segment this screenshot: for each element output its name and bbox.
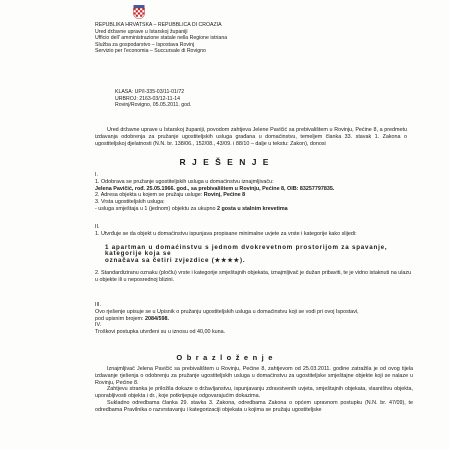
reasoning-title: O b r a z l o ž e n j e: [176, 353, 274, 362]
capacity-line: - usluga smještaja u 1 (jednom) objektu za ukupno 2 gosta u stalnim krevetima: [95, 205, 288, 212]
intro-paragraph: Ured državne uprave u Istarskoj županiji, povodom zahtjeva Jelene Pavičić sa prebivalištem u Rovinju, Pećine 8, a predmetu izdavanja odobrenja za pružanje ugostiteljskih usluga građana u domaćinstvu, temeljem članka 33. stavak 1. Zakona o ugostiteljskoj djelatnosti (N.N. br. 138/06., 152/08., 43/09. i 88/10 – dalje u tekstu: Zakon), donosi: [95, 127, 407, 147]
section-3: [95, 302, 413, 336]
section-line: 1. Utvrđuje se da objekt u domaćinstvu ispunjava propisane minimalne uvjete za vrste i kategorije kako slijedi:: [95, 230, 357, 237]
issuer-header: [95, 22, 295, 55]
section-number: IV.: [95, 322, 102, 329]
section-1: [95, 172, 413, 213]
section-2: [95, 224, 413, 284]
reasoning-paragraph: Sukladno odredbama članka 29. stavka 3. Zakona, odredbama Zakona o općem upravnom postupku (N.N. br. 47/09), te odredbama Pravilnika o razvrstavanju i kategorizaciji objekata u kojima se pružaju ugostiteljske: [95, 399, 413, 413]
section-line: 2. Standardiziranu oznaku (pločlu) vrste i kategorije smještajnih objekata, iznajmljivač je dužan pribaviti, te je vidno istaknuti na ulazu u objekte ili u neposrednoj blizini.: [95, 269, 412, 283]
reference-block: [115, 89, 191, 109]
issuer-line: Služba za gospodarstvo – Ispostava Rovinj: [95, 41, 195, 48]
section-number: II.: [95, 224, 100, 230]
category-line: 1 apartman u domaćinstvu s jednom dvokrevetnom prostorijom za spavanje, kategorije koja se: [105, 243, 388, 258]
section-line: Ovo rješenje upisuje se u Upisnik o pružanju ugostiteljskih usluga u domaćinstvu koji se vodi pri ovoj Ispostavi,: [95, 308, 359, 315]
address-line: 2. Adresa objekta u kojem se pružaju usluge: Rovinj, Pećine 8: [95, 192, 246, 199]
decision-title: R J E Š E N J E: [179, 157, 271, 167]
urbroj: URBROJ: 2163-03/12-11-14: [115, 95, 181, 102]
section-number: III.: [95, 302, 101, 308]
registry-line: pod upisnim brojem: 2084/598.: [95, 315, 170, 322]
issuer-line: Servizio per l'economia – Succursale di Rovigno: [95, 48, 206, 55]
issuer-line: Ufficio dell' amministrazione statale nella Regione istriana: [95, 35, 228, 42]
klasa: KLASA: UP/I-335-03/11-01/72: [115, 89, 185, 95]
issuer-line: Ured državne uprave u Istarskoj županiji: [95, 28, 188, 35]
section-line: 1. Odobrava se pružanje ugostiteljskih usluga u domaćinstvu iznajmljivaču:: [95, 178, 274, 185]
issuer-line: REPUBLIKA HRVATSKA – REPUBBLICA DI CROAZIA: [95, 22, 222, 28]
place-date: Rovinj/Rovigno, 05.05.2011. god.: [115, 102, 192, 109]
section-number: I.: [95, 172, 98, 178]
croatian-coat-of-arms-icon: [133, 5, 145, 19]
section-line: 3. Vrsta ugostiteljskih usluga:: [95, 199, 165, 206]
category-line: označava sa četiri zvjezdice (★★★★).: [105, 257, 246, 265]
reasoning-text: [95, 366, 413, 414]
reasoning-paragraph: Iznajmljivač Jelena Pavičić sa prebivalištem u Rovinju, Pećine 8, zahtjevom od 25.03.2011. godine zatražila je od ovog tijela izdavanje rješenja o odobrenju za pružanje ugostiteljskih usluga u domaćinstvu za ugostiteljske smještajne objekte koji se nalaze u Rovinju, Pećine 8.: [95, 366, 413, 386]
applicant-line: Jelena Pavičić, rođ. 25.05.1966. god., sa prebivalištem u Rovinju, Pećine 8, OIB: 83257797835.: [95, 185, 335, 192]
section-line: Troškovi postupka utvrđeni su u iznosu od 40,00 kuna.: [95, 329, 226, 336]
reasoning-paragraph: Zahtjevu stranka je priložila dokaze o državljanstvu, ispunjavanju zdravstvenih uvjeta, smještajnih objekata, vlasništvu objekta, uporabljivosti objekta i dr., koje potkrijepuje odgovarajućim dokazima.: [95, 386, 413, 400]
